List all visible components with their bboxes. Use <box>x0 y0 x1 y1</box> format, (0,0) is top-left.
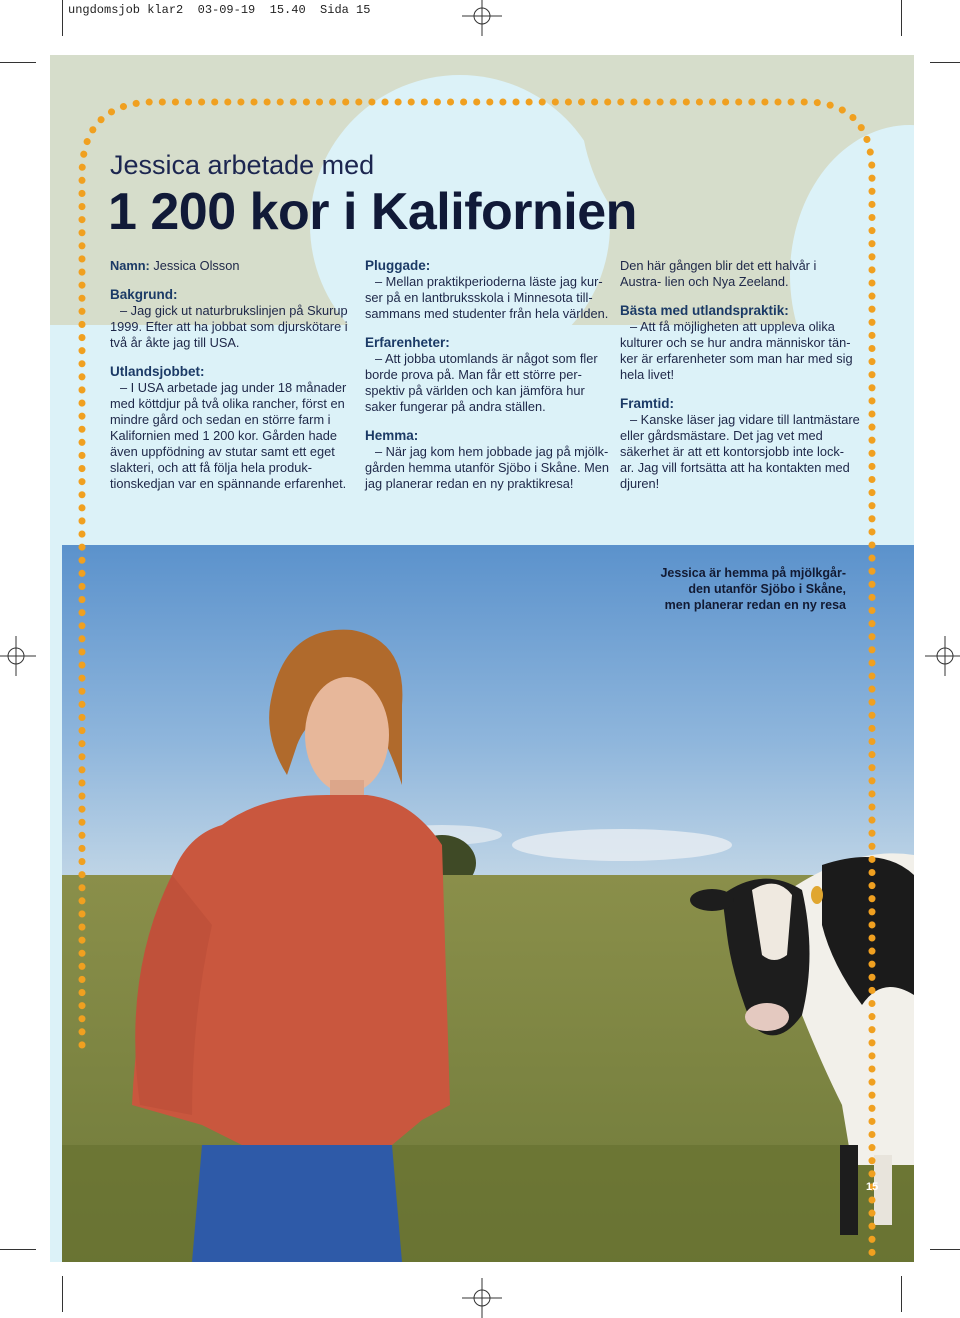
job-text: – I USA arbetade jag under 18 månader med köttdjur på två olika rancher, först en mindre gård och sedan en större farm i Kalifornien med 1 200 kor. Gården hade även uppfödning av stutar samt ett eget slakteri, och att få följa hela produk- tionskedjan var en spännande erfarenhet. <box>110 380 347 491</box>
home-text: – När jag kom hem jobbade jag på mjölk- gården hemma utanför Sjöbo i Skåne. Men jag planerar redan en ny praktikresa! <box>365 444 609 491</box>
best-heading: Bästa med utlandspraktik: <box>620 303 789 318</box>
job-section <box>110 364 355 492</box>
crop-mark-top-left <box>62 0 63 36</box>
title-line-1: Jessica arbetade med <box>110 150 375 180</box>
name-row <box>110 258 355 274</box>
column-2 <box>365 258 610 505</box>
cloud <box>512 829 732 861</box>
page-number: 15 <box>866 1181 879 1193</box>
registration-mark-left <box>0 636 36 676</box>
crop-mark-bottom-left <box>62 1276 63 1312</box>
name-value: Jessica Olsson <box>149 258 240 273</box>
cow-leg <box>840 1145 858 1235</box>
blue-trousers <box>192 1145 402 1262</box>
studied-heading: Pluggade: <box>365 258 431 273</box>
studied-section <box>365 258 610 322</box>
future-heading: Framtid: <box>620 396 674 411</box>
experiences-heading: Erfarenheter: <box>365 335 450 350</box>
home-section <box>365 428 610 492</box>
column-1 <box>110 258 355 505</box>
background-text: – Jag gick ut naturbrukslinjen på Skurup 1999. Efter att ha jobbat som djurskötare i två år åkte jag till USA. <box>110 303 348 350</box>
crop-mark-right-top <box>930 62 960 63</box>
home-heading: Hemma: <box>365 428 419 443</box>
cow-muzzle <box>745 1003 789 1031</box>
experiences-section <box>365 335 610 415</box>
crop-mark-left-top <box>0 62 36 63</box>
crop-mark-left-bottom <box>0 1249 36 1250</box>
background-section <box>110 287 355 351</box>
cow-ear <box>690 889 734 911</box>
photo-jessica-with-cow <box>62 545 914 1262</box>
best-section <box>620 303 860 383</box>
registration-mark-right <box>925 636 960 676</box>
title-line-2: 1 200 kor i Kalifornien <box>108 183 637 241</box>
intro-text: Den här gången blir det ett halvår i Austra- lien och Nya Zeeland. <box>620 258 817 289</box>
experiences-text: – Att jobba utomlands är något som fler borde prova på. Man får ett större per- spektiv på världen och kan jämföra hur saker fungerar på andra ställen. <box>365 351 598 414</box>
column-3 <box>620 258 860 505</box>
cow-ear-tag <box>811 886 823 904</box>
crop-mark-bottom-right <box>901 1276 902 1312</box>
name-label: Namn: <box>110 258 150 273</box>
crop-mark-right-bottom <box>930 1249 960 1250</box>
best-text: – Att få möjligheten att uppleva olika kulturer och se hur andra människor tän- ker är erfarenheter som man har med sig hela livet! <box>620 319 853 382</box>
future-section <box>620 396 860 492</box>
job-heading: Utlandsjobbet: <box>110 364 205 379</box>
background-heading: Bakgrund: <box>110 287 178 302</box>
print-slug: ungdomsjob klar2 03-09-19 15.40 Sida 15 <box>68 3 371 17</box>
registration-mark-top <box>462 0 502 36</box>
future-text: – Kanske läser jag vidare till lantmästare eller gårdsmästare. Det jag vet med säkerhet är att ett kontorsjobb inte lock- ar. Jag vill fortsätta att ha kontakten med djuren! <box>620 412 860 491</box>
registration-mark-bottom <box>462 1278 502 1318</box>
face <box>305 677 389 793</box>
photo-caption: Jessica är hemma på mjölkgår- den utanför Sjöbo i Skåne, men planerar redan en ny resa <box>660 566 846 612</box>
grass-foreground <box>62 1145 914 1262</box>
studied-text: – Mellan praktikperioderna läste jag kur- ser på en lantbruksskola i Minnesota till- sammans med studenter från hela världen. <box>365 274 609 321</box>
crop-mark-top-right <box>901 0 902 36</box>
